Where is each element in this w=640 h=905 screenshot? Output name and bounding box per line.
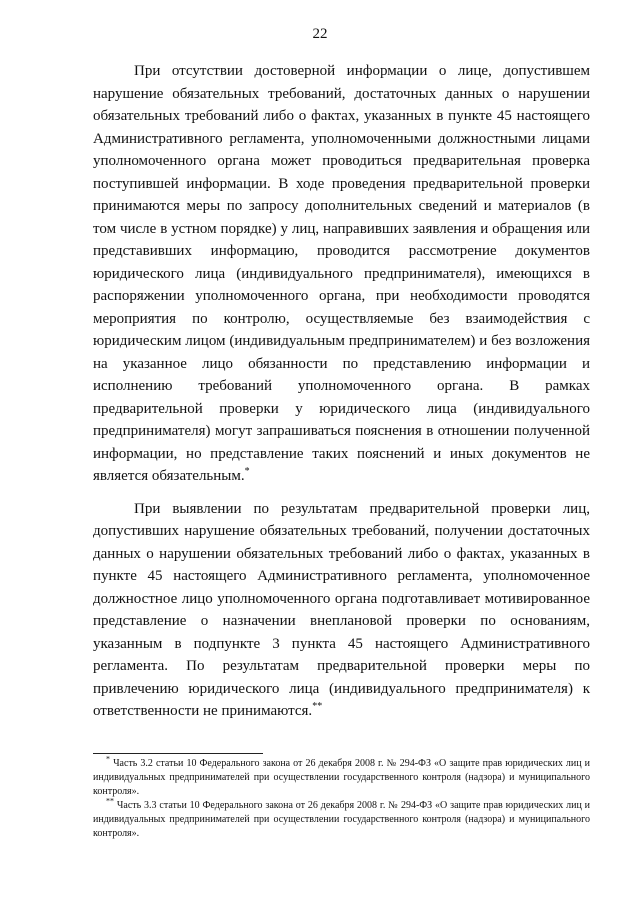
footnotes (93, 753, 590, 841)
paragraph-text: При отсутствии достоверной информации о лице, допустившем нарушение обязательных требований, достаточных данных о нарушении обязательных требований либо о фактах, указанных в пункте 45 настоящего Административного регламента, уполномоченными должностными лицами уполномоченного органа может проводиться предварительная проверка поступившей информации. В ходе проведения предварительной проверки принимаются меры по запросу дополнительных сведений и материалов (в том числе в устном порядке) у лиц, направивших заявления и обращения или представивших информацию, проводится рассмотрение документов юридического лица (индивидуального предпринимателя), имеющихся в распоряжении уполномоченного органа, при необходимости проводятся мероприятия по контролю, осуществляемые без взаимодействия с юридическим лицом (индивидуальным предпринимателем) и без возложения на указанное лицо обязанности по представлению информации и исполнению требований уполномоченного органа. В рамках предварительной проверки у юридического лица (индивидуального предпринимателя) могут запрашиваться пояснения в отношении полученной информации, но представление таких пояснений и иных документов не является обязательным. (93, 63, 590, 484)
footnote-separator (93, 753, 263, 754)
footnote-marker: ** (106, 796, 114, 806)
page-number: 22 (312, 26, 328, 42)
paragraph-unscheduled-inspection (93, 498, 590, 723)
footnote (93, 796, 591, 841)
footnote-reference: ** (312, 701, 323, 712)
footnote-marker: * (106, 754, 110, 764)
footnote-text: Часть 3.3 статьи 10 Федерального закона от 26 декабря 2008 г. № 294-ФЗ «О защите прав юридических лиц и индивидуальных предпринимателей при осуществлении государственного контроля (надзора) и муниципального контроля». (93, 800, 591, 839)
body-text (93, 60, 590, 723)
paragraph-preliminary-check (93, 60, 590, 488)
footnote (93, 754, 590, 799)
footnote-text: Часть 3.2 статьи 10 Федерального закона от 26 декабря 2008 г. № 294-ФЗ «О защите прав юридических лиц и индивидуальных предпринимателей при осуществлении государственного контроля (надзора) и муниципального контроля». (93, 758, 590, 797)
footnote-reference: * (244, 466, 250, 477)
paragraph-text: При выявлении по результатам предварительной проверки лиц, допустивших нарушение обязательных требований, получении достаточных данных о нарушении обязательных требований либо о фактах, указанных в пункте 45 настоящего Административного регламента, уполномоченное должностное лицо уполномоченного органа подготавливает мотивированное представление о назначении внеплановой проверки по основаниям, указанным в подпункте 3 пункта 45 настоящего Административного регламента. По результатам предварительной проверки меры по привлечению юридического лица (индивидуального предпринимателя) к ответственности не принимаются. (93, 500, 590, 719)
